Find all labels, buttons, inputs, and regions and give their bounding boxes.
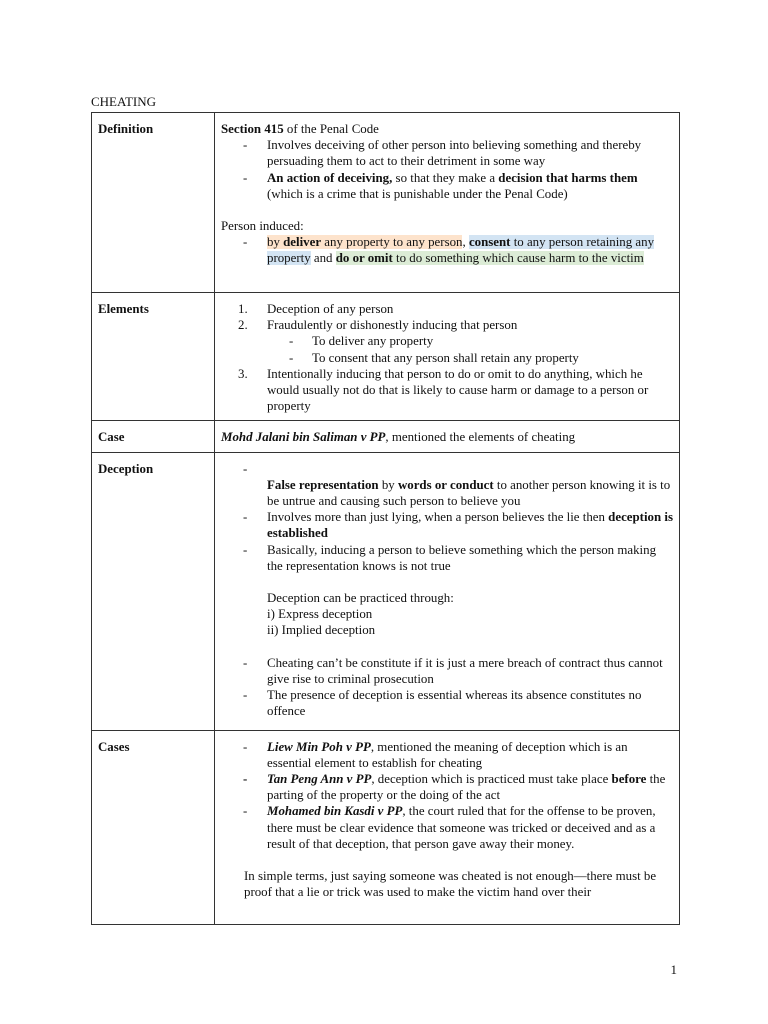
elements-list-cont bbox=[221, 366, 673, 415]
table-row bbox=[92, 730, 680, 924]
case-name: Mohamed bin Kasdi v PP bbox=[267, 804, 403, 819]
deception-list-2 bbox=[221, 477, 673, 574]
bold-text: before bbox=[611, 772, 647, 787]
bold-text: An action of deceiving, bbox=[267, 170, 393, 185]
page-number: 1 bbox=[670, 962, 677, 977]
case-name: Tan Peng Ann v PP bbox=[267, 772, 372, 787]
bold-text: False representation bbox=[267, 477, 379, 492]
induced-label: Person induced: bbox=[221, 219, 304, 234]
cases-list bbox=[221, 739, 673, 852]
highlight-consent: consent to any person retaining any property bbox=[267, 235, 655, 266]
list-item: - The presence of deception is essential whereas its absence constitutes no offence bbox=[243, 688, 642, 719]
text: to another person knowing it is to be untrue and causing such person to believe you bbox=[267, 477, 671, 509]
row-label-case: Case bbox=[92, 421, 215, 452]
text: , deception which is practiced must take place bbox=[371, 772, 612, 787]
text: Involves more than just lying, when a person believes the lie then bbox=[267, 510, 609, 525]
table-row bbox=[92, 113, 680, 293]
text: Cheating can’t be constitute if it is just a mere breach of contract thus cannot give rise to criminal prosecution bbox=[267, 655, 663, 686]
list-item: - Mohamed bin Kasdi v PP, the court ruled that for the offense to be proven, there must be clear evidence that someone was tricked or deceived and as a result of that deception, that person gave away their money. bbox=[243, 804, 656, 851]
notes-table bbox=[91, 112, 680, 925]
highlight-do-or-omit: do or omit to do something which cause harm to the victim bbox=[335, 251, 644, 266]
definition-section bbox=[221, 121, 673, 137]
list-item: 2. Fraudulently or dishonestly inducing that person bbox=[238, 318, 518, 333]
deception-content bbox=[215, 452, 680, 730]
text: and bbox=[310, 251, 336, 266]
deception-practice-block bbox=[221, 590, 673, 639]
highlight-deliver: by deliver any property to any person bbox=[267, 235, 463, 250]
text: , the court ruled that for the offense to be proven, there must be clear evidence that someone was tricked or deceived and as a result of that deception, that person gave away their money. bbox=[267, 804, 656, 851]
list-item: 3. Intentionally inducing that person to do or omit to do anything, which he would usually not do that is likely to cause harm or damage to a person or property bbox=[238, 366, 649, 414]
text: Basically, inducing a person to believe something which the person making the representation knows is not true bbox=[267, 542, 657, 573]
list-item: - Tan Peng Ann v PP, deception which is practiced must take place before the parting of the property or the doing of the act bbox=[243, 772, 666, 803]
elements-content bbox=[215, 293, 680, 421]
definition-bullet-1: Involves deceiving of other person into believing something and thereby persuading them to act to their detriment in some way bbox=[267, 138, 642, 169]
list-item: - To deliver any property bbox=[289, 334, 434, 349]
table-row bbox=[92, 293, 680, 421]
deception-list-3 bbox=[221, 655, 673, 720]
text: The presence of deception is essential whereas its absence constitutes no offence bbox=[267, 688, 642, 719]
definition-list bbox=[221, 137, 673, 202]
list-item: - Cheating can’t be constitute if it is just a mere breach of contract thus cannot give rise to criminal prosecution bbox=[243, 655, 663, 686]
table-row bbox=[92, 421, 680, 452]
list-item: - To consent that any person shall retain any property bbox=[289, 350, 579, 365]
elements-sublist bbox=[221, 333, 673, 365]
text: the parting of the property or the doing of the act bbox=[267, 772, 666, 803]
case-content bbox=[215, 421, 680, 452]
section-ref: Section 415 bbox=[221, 122, 284, 136]
cases-summary: In simple terms, just saying someone was cheated is not enough—there must be proof that a lie or trick was used to make the victim hand over their bbox=[244, 869, 657, 900]
list-item: - Liew Min Poh v PP, mentioned the meaning of deception which is an essential element to establish for cheating bbox=[243, 739, 628, 770]
list-item bbox=[221, 477, 673, 509]
list-item: 1. Deception of any person bbox=[238, 302, 394, 316]
row-label-deception: Deception bbox=[92, 452, 215, 730]
element-3: Intentionally inducing that person to do or omit to do anything, which he would usually not do that is likely to cause harm or damage to a person or property bbox=[267, 366, 649, 414]
elements-list bbox=[221, 301, 673, 333]
list-item: - bbox=[243, 461, 248, 476]
bold-text: words or conduct bbox=[397, 477, 494, 492]
case-name: Liew Min Poh v PP bbox=[267, 739, 371, 754]
list-item: - An action of deceiving, so that they make a decision that harms them (which is a crime that is punishable under the Penal Code) bbox=[243, 170, 638, 201]
practiced-label: Deception can be practiced through: bbox=[267, 591, 454, 606]
case-text: , mentioned the elements of cheating bbox=[385, 430, 576, 445]
text: so that they make a bbox=[392, 170, 499, 185]
table-row bbox=[92, 452, 680, 730]
bold-text: decision that harms them bbox=[498, 170, 638, 185]
bold-text: deception is established bbox=[267, 510, 673, 541]
induced-list bbox=[221, 234, 673, 266]
text: , mentioned the meaning of deception which is an essential element to establish for cheating bbox=[267, 739, 628, 770]
section-rest: of the Penal Code bbox=[283, 122, 379, 136]
deception-list bbox=[221, 461, 673, 477]
page-title: CHEATING bbox=[91, 94, 156, 109]
case-name: Mohd Jalani bin Saliman v PP bbox=[221, 430, 386, 445]
cases-content bbox=[215, 730, 680, 924]
list-item: - Basically, inducing a person to believe something which the person making the representation knows is not true bbox=[243, 542, 657, 573]
text: by bbox=[378, 477, 398, 492]
element-2b: To consent that any person shall retain any property bbox=[312, 350, 579, 365]
list-item: - Involves more than just lying, when a person believes the lie then deception is established bbox=[243, 510, 673, 541]
row-label-elements: Elements bbox=[92, 293, 215, 421]
express-deception: i) Express deception bbox=[267, 607, 373, 622]
element-2a: To deliver any property bbox=[312, 334, 434, 349]
definition-content bbox=[215, 113, 680, 293]
text: (which is a crime that is punishable under the Penal Code) bbox=[267, 186, 568, 201]
implied-deception: ii) Implied deception bbox=[267, 623, 376, 638]
list-item: - by deliver any property to any person, consent to any person retaining any property and do or omit to do something which cause harm to the victim bbox=[243, 235, 655, 266]
row-label-definition: Definition bbox=[92, 113, 215, 293]
element-1: Deception of any person bbox=[267, 302, 394, 316]
element-2: Fraudulently or dishonestly inducing that person bbox=[267, 318, 518, 333]
list-item: - Involves deceiving of other person into believing something and thereby persuading them to act to their detriment in some way bbox=[243, 138, 642, 169]
row-label-cases: Cases bbox=[92, 730, 215, 924]
text: , bbox=[462, 235, 469, 250]
